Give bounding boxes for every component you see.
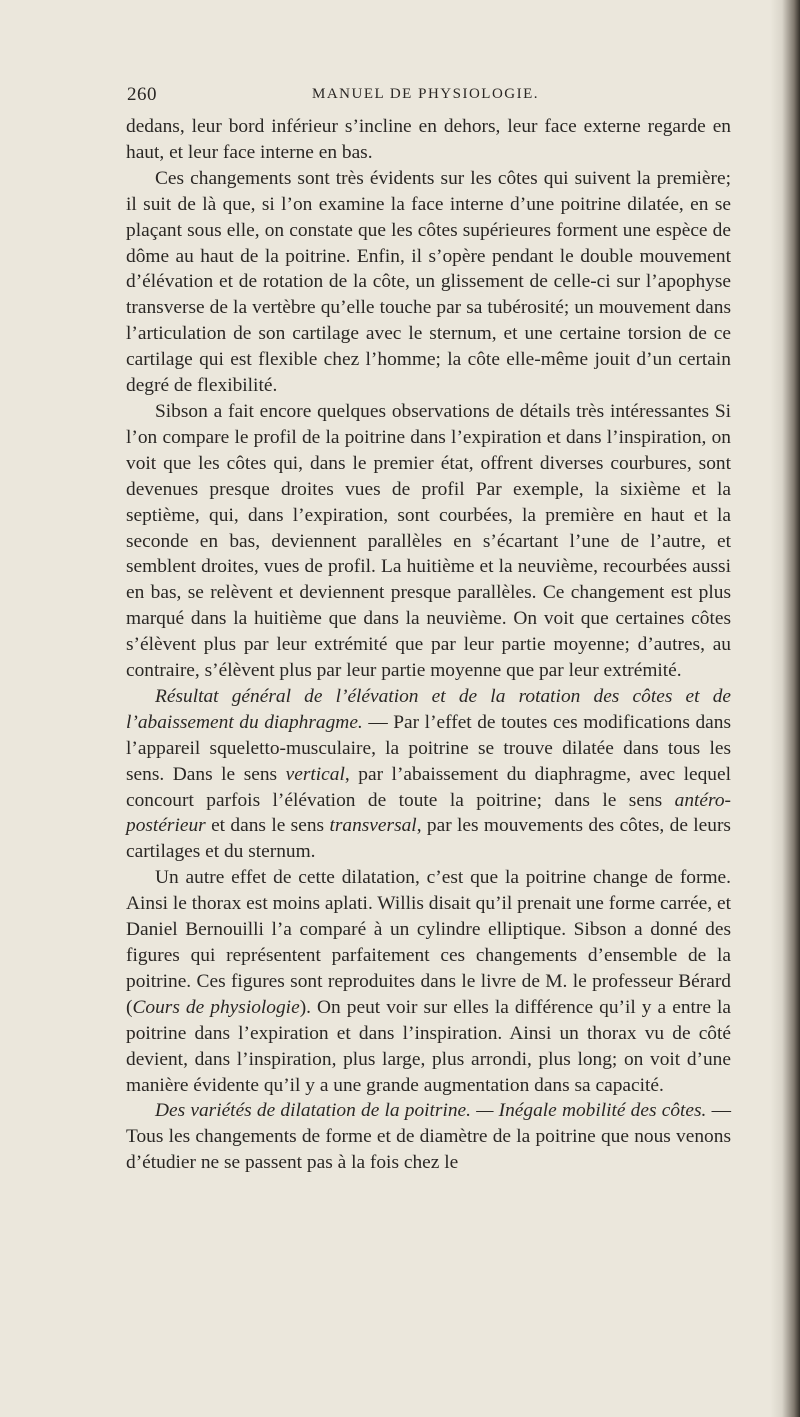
paragraph-general-result — [126, 684, 731, 865]
section-heading: Des variétés de dilatation de la poitrine. — Inégale mobilité des côtes. — [155, 1100, 707, 1122]
paragraph-text: ). On peut voir sur elles la différence qu’il y a entre la poitrine dans l’expiration et dans l’inspiration. Ainsi un thorax vu de côté devient, dans l’inspiration, plus large, plus arrondi, plus long; on voit d’une manière évidente qu’il y a une grande augmentation dans sa capacité. — [126, 996, 732, 1096]
section-heading: Résultat général de l’élévation et de la rotation des côtes et de l’abaissement du diaphragme. — [126, 685, 731, 733]
paragraph-dilatation-varieties — [126, 1098, 731, 1176]
paragraph-text: , par les mouvements des côtes, de leurs cartilages et du sternum. — [126, 815, 731, 863]
paragraph-text: — Par l’effet de toutes ces modifications dans l’appareil squeletto-musculaire, la poitrine se trouve dilatée dans tous les sens. Dans le sens — [126, 711, 731, 785]
book-title: Cours de physiologie — [132, 996, 300, 1018]
running-title: MANUEL DE PHYSIOLOGIE. — [312, 86, 540, 102]
paragraph-text: et dans le sens — [205, 815, 330, 837]
page-edge-shadow — [770, 0, 800, 1417]
paragraph-rib-changes — [126, 166, 731, 399]
emphasis-term: transversal — [329, 815, 417, 837]
paragraph-continuation — [126, 114, 731, 166]
body-text — [126, 114, 731, 1176]
page-number: 260 — [127, 84, 157, 105]
emphasis-term: vertical — [285, 763, 345, 785]
paragraph-text: Sibson a fait encore quelques observations de détails très intéressantes Si l’on compare le profil de la poitrine dans l’expiration et dans l’inspiration, on voit que les côtes qui, dans le premier état, offrent diverses courbures, sont devenues presque droites vues de profil Par exemple, la sixième et la septième, qui, dans l’expiration, sont courbées, la première en haut et la seconde en bas, deviennent parallèles en s’écartant l’une de l’autre, et semblent droites, vues de profil. La huitième et la neuvième, recourbées aussi en bas, se relèvent et deviennent presque parallèles. Ce changement est plus marqué dans la huitième que dans la neuvième. On voit que certaines côtes s’élèvent plus par leur extrémité que par leur partie moyenne; d’autres, au contraire, s’élèvent plus par leur partie moyenne que par leur extrémité. — [126, 400, 731, 682]
paragraph-text: Ces changements sont très évidents sur les côtes qui suivent la première; il suit de là que, si l’on examine la face interne d’une poitrine dilatée, en se plaçant sous elle, on constate que les côtes supérieures forment une espèce de dôme au haut de la poitrine. Enfin, il s’opère pendant le double mouvement d’élévation et de rotation de la côte, un glissement de celle-ci sur l’apophyse transverse de la vertèbre qu’elle touche par sa tubérosité; un mouvement dans l’articulation de son cartilage avec le sternum, et une certaine torsion de ce cartilage qui est flexible chez l’homme; la côte elle-même jouit d’un certain degré de flexibilité. — [126, 167, 731, 397]
paragraph-text: dedans, leur bord inférieur s’incline en dehors, leur face externe regarde en haut, et leur face interne en bas. — [126, 116, 731, 163]
paragraph-text: Un autre effet de cette dilatation, c’est que la poitrine change de forme. Ainsi le thorax est moins aplati. Willis disait qu’il prenait une forme carrée, et Daniel Bernouilli l’a comparé à un cylindre elliptique. Sibson a donné des figures qui représentent parfaitement ces changements d’ensemble de la poitrine. Ces figures sont reproduites dans le livre de M. le professeur Bérard ( — [126, 867, 731, 1018]
paragraph-text: — Tous les changements de forme et de diamètre de la poitrine que nous venons d’étudier ne se passent pas à la fois chez le — [126, 1100, 731, 1174]
page-header — [127, 84, 727, 108]
paragraph-shape-change — [126, 865, 731, 1098]
paragraph-text: , par l’abaissement du diaphragme, avec lequel concourt parfois l’élévation de toute la poitrine; dans le sens — [126, 763, 731, 811]
emphasis-term: antéro-postérieur — [126, 789, 731, 837]
paragraph-sibson-observations — [126, 399, 731, 684]
